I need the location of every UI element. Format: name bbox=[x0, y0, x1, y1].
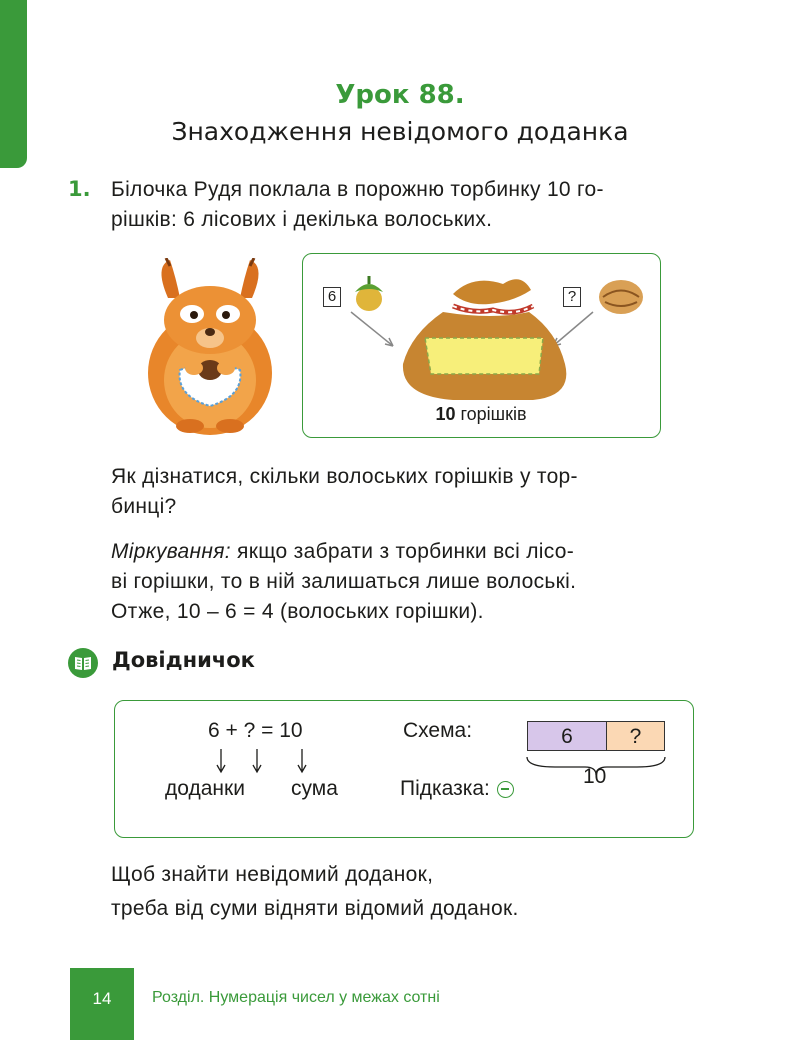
schema-total: 10 bbox=[583, 765, 607, 788]
reasoning-line3: Отже, 10 – 6 = 4 (волоських горішки). bbox=[111, 600, 484, 623]
lesson-title: Урок 88. bbox=[335, 80, 465, 110]
reasoning-label: Міркування: bbox=[111, 540, 231, 563]
reasoning-line2: ві горішки, то в ній залишаться лише волоські. bbox=[111, 570, 577, 593]
hazelnut-count-box: 6 bbox=[323, 287, 341, 307]
reference-title: Довідничок bbox=[112, 648, 255, 672]
caption-number: 10 bbox=[435, 404, 456, 424]
schema-unknown-segment: ? bbox=[606, 721, 665, 751]
sack-caption bbox=[303, 404, 659, 425]
reasoning-text bbox=[111, 537, 671, 627]
walnut-count-box: ? bbox=[563, 287, 581, 307]
hazelnut-icon bbox=[355, 276, 383, 311]
reference-box bbox=[114, 700, 694, 838]
task-number: 1. bbox=[68, 177, 91, 201]
left-arrow bbox=[351, 312, 393, 346]
schema-label: Схема: bbox=[403, 719, 473, 742]
question-text bbox=[111, 462, 671, 522]
question-line1: Як дізнатися, скільки волоських горішків у тор- bbox=[111, 465, 578, 488]
hint-label: Підказка: bbox=[400, 777, 490, 800]
book-icon bbox=[68, 648, 98, 678]
rule-line2: треба від суми відняти відомий доданок. bbox=[111, 897, 519, 920]
minus-circle-icon bbox=[497, 781, 514, 798]
section-title: Розділ. Нумерація чисел у межах сотні bbox=[152, 989, 440, 1006]
reasoning-line1 bbox=[111, 537, 671, 567]
rule-text bbox=[111, 858, 519, 926]
right-arrow bbox=[553, 312, 593, 346]
reasoning-line1-rest: якщо забрати з торбинки всі лісо- bbox=[230, 540, 575, 563]
task-text-line2: рішків: 6 лісових і декілька волоських. bbox=[111, 208, 493, 231]
sack-illustration bbox=[403, 279, 566, 400]
sack-picture-box bbox=[302, 253, 661, 438]
equation: 6 + ? = 10 bbox=[208, 719, 303, 742]
task-text bbox=[111, 175, 671, 235]
caption-word: горішків bbox=[460, 404, 527, 424]
sum-label: сума bbox=[291, 777, 338, 800]
task-text-line1: Білочка Рудя поклала в порожню торбинку 10 го- bbox=[111, 178, 604, 201]
squirrel-illustration bbox=[140, 258, 280, 436]
walnut-icon bbox=[599, 280, 643, 314]
rule-line1: Щоб знайти невідомий доданок, bbox=[111, 863, 434, 886]
lesson-subtitle: Знаходження невідомого доданка bbox=[171, 117, 629, 146]
page-number: 14 bbox=[92, 989, 112, 1008]
question-line2: бинці? bbox=[111, 495, 177, 518]
schema-known-segment: 6 bbox=[527, 721, 607, 751]
addends-label: доданки bbox=[165, 777, 245, 800]
